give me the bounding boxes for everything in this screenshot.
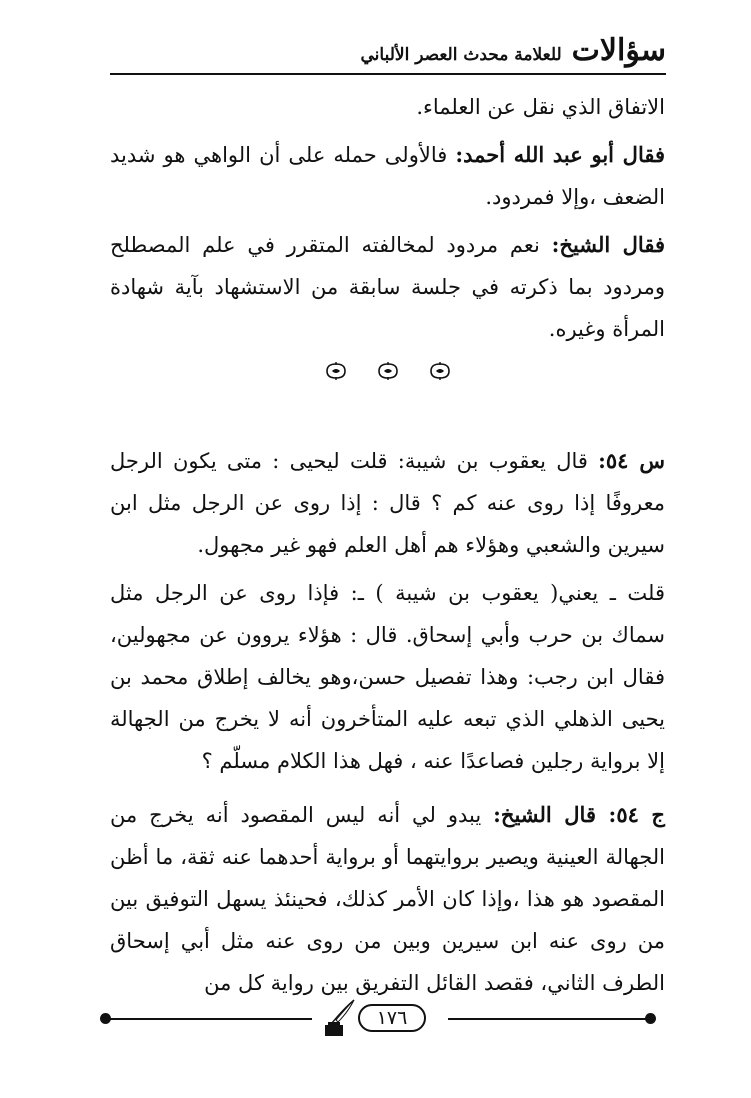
book-title-logo: سؤالات (571, 33, 666, 68)
book-subtitle: للعلامة محدث العصر الألباني (360, 45, 562, 65)
speaker-label: قال الشيخ: (493, 802, 609, 827)
section-ornaments (110, 350, 665, 392)
answer-paragraph (110, 794, 665, 1004)
paragraph-text: الاتفاق الذي نقل عن العلماء. (416, 95, 665, 119)
question-text: قال يعقوب بن شيبة: قلت ليحيى : متى يكون الرجل معروفًا إذا روى عنه كم ؟ قال : إذا روى عن الرجل مثل ابن سيرين والشعبي وهؤلاء هم أهل العلم فهو غير مجهول. (110, 449, 665, 557)
paragraph-text: نعم مردود لمخالفته المتقرر في علم المصطلح ومردود بما ذكرته في جلسة سابقة من الاستشهاد بآية شهادة المرأة وغيره. (110, 233, 665, 341)
question-paragraph (110, 440, 665, 566)
speaker-label: فقال الشيخ: (551, 232, 665, 257)
speaker-label: فقال أبو عبد الله أحمد: (455, 142, 666, 167)
page-body (110, 86, 665, 1004)
paragraph-intro (110, 86, 665, 128)
footer-rule-right (448, 1018, 648, 1020)
answer-text: يبدو لي أنه ليس المقصود أنه يخرج من الجهالة العينية ويصير بروايتهما أو برواية أحدهما عنه ثقة، ما أظن المقصود هو هذا ،وإذا كان الأمر كذلك، فحينئذ يسهل التوفيق بين من روى عنه ابن سيرين وبين من روى عنه مثل أبي إسحاق الطرف الثاني، فقصد القائل التفريق بين رواية كل من (110, 803, 665, 995)
paragraph-text: فالأولى حمله على أن الواهي هو شديد الضعف ،وإلا فمردود. (110, 143, 665, 209)
footer-dot (645, 1013, 656, 1024)
page-number: ١٧٦ (358, 1004, 426, 1032)
flower-ornament-icon (376, 361, 400, 381)
paragraph-text: قلت ـ يعني( يعقوب بن شيبة ) ـ: فإذا روى عن الرجل مثل سماك بن حرب وأبي إسحاق. قال : هؤلاء يروون عن مجهولين، فقال ابن رجب: وهذا تفصيل حسن،وهو يخالف إطلاق محمد بن يحيى الذهلي الذي تبعه عليه المتأخرون أنه لا يخرج من الجهالة إلا برواية رجلين فصاعدًا عنه ، فهل هذا الكلام مسلّم ؟ (110, 581, 665, 773)
flower-ornament-icon (428, 361, 452, 381)
running-header (110, 28, 666, 70)
paragraph-sheikh-reply (110, 224, 665, 350)
inkwell-quill-icon (322, 998, 356, 1038)
page-footer (100, 996, 660, 1046)
header-divider (110, 73, 666, 75)
question-continuation (110, 572, 665, 782)
question-label: س ٥٤: (598, 448, 665, 473)
answer-label: ج ٥٤: (608, 802, 665, 827)
flower-ornament-icon (324, 361, 348, 381)
paragraph-abu-abdullah (110, 134, 665, 218)
footer-rule-left (108, 1018, 312, 1020)
